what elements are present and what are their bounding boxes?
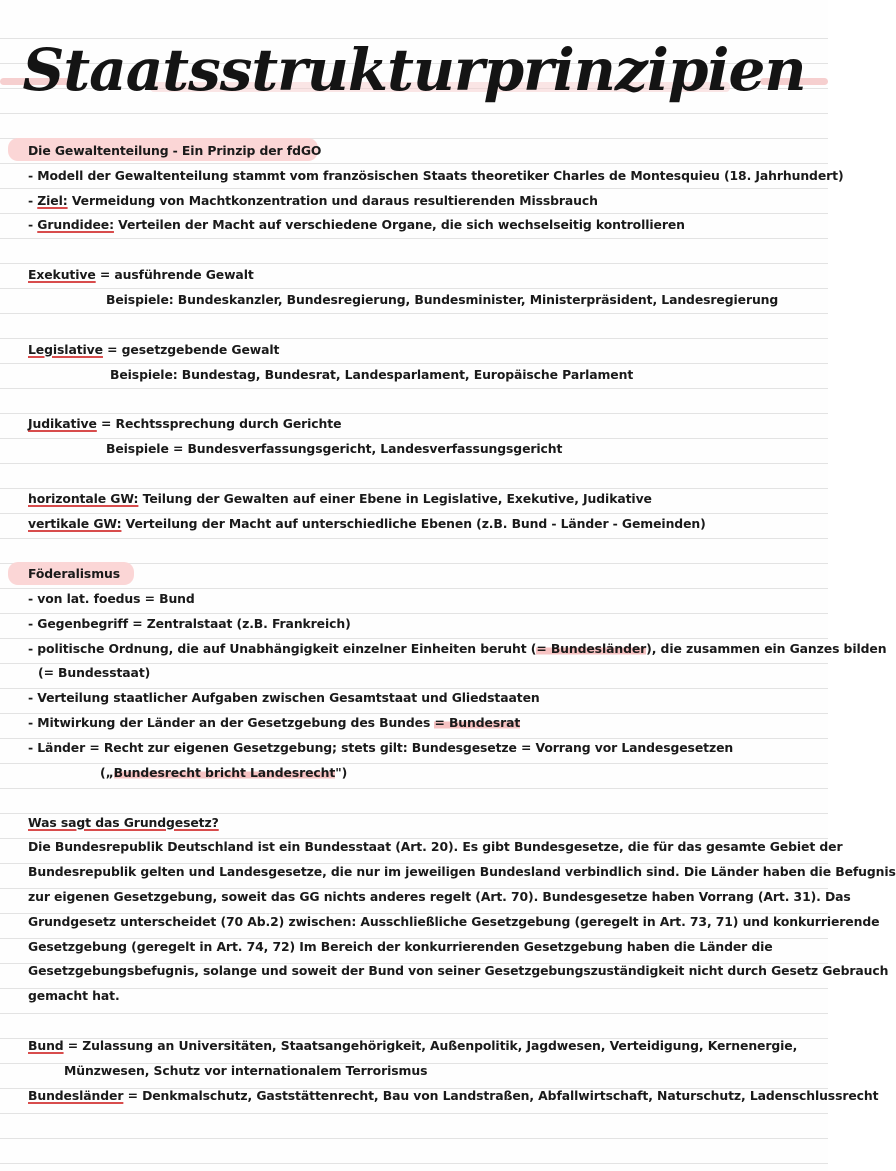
text-line: - Gegenbegriff = Zentralstaat (z.B. Frankreich)	[28, 616, 351, 631]
term-label: Bundesländer	[28, 1088, 124, 1103]
paragraph-line: Bundesrepublik gelten und Landesgesetze, die nur im jeweiligen Bundesland verbindlich sind. Die Länder haben die Befugnis	[28, 864, 896, 879]
text-part: ")	[335, 765, 348, 780]
term-text: Verteilen der Macht auf verschiedene Organe, die sich wechselseitig kontrollieren	[113, 217, 685, 232]
term-text: = gesetzgebende Gewalt	[102, 342, 280, 357]
text-line	[28, 341, 279, 358]
text-line	[28, 515, 706, 532]
highlighted-term: = Bundesrat	[434, 715, 521, 730]
text-line: - Ziel: Vermeidung von Machtkonzentration und daraus resultierenden Missbrauch	[28, 193, 598, 208]
text-line	[28, 1037, 797, 1054]
page-title: Staatsstrukturprinzipien	[22, 36, 806, 104]
term-label: Judikative	[28, 416, 97, 431]
term-label: vertikale GW:	[28, 516, 122, 531]
term-label: Bund	[28, 1038, 64, 1053]
text-line	[28, 1087, 878, 1104]
term-text: = ausführende Gewalt	[95, 267, 254, 282]
text-part: („	[100, 765, 114, 780]
paragraph-line: Grundgesetz unterscheidet (70 Ab.2) zwischen: Ausschließliche Gesetzgebung (geregelt in Art. 73, 71) und konkurrierende	[28, 914, 880, 929]
text-line: - von lat. foedus = Bund	[28, 591, 195, 606]
text-line	[28, 266, 254, 283]
text-line: Münzwesen, Schutz vor internationalem Terrorismus	[64, 1063, 428, 1078]
paragraph-line: zur eigenen Gesetzgebung, soweit das GG nichts anderes regelt (Art. 70). Bundesgesetze haben Vorrang (Art. 31). Das	[28, 889, 851, 904]
section-heading-gewaltenteilung: Die Gewaltenteilung - Ein Prinzip der fdGO	[28, 143, 322, 158]
term-label: Grundidee:	[37, 217, 114, 232]
example-line: Beispiele: Bundeskanzler, Bundesregierung, Bundesminister, Ministerpräsident, Landesregierung	[106, 292, 779, 307]
term-label: Ziel:	[37, 193, 68, 208]
term-text: Vermeidung von Machtkonzentration und daraus resultierenden Missbrauch	[67, 193, 598, 208]
highlighted-term: = Bundesländer	[536, 641, 647, 656]
term-label: horizontale GW:	[28, 491, 139, 506]
text-line	[28, 640, 886, 657]
text-line: - Grundidee: Verteilen der Macht auf verschiedene Organe, die sich wechselseitig kontrollieren	[28, 217, 685, 232]
text-line	[28, 490, 652, 507]
example-line: Beispiele: Bundestag, Bundesrat, Landesparlament, Europäische Parlament	[110, 367, 634, 382]
heading-text: Was sagt das Grundgesetz?	[28, 815, 219, 830]
text-part: - Mitwirkung der Länder an der Gesetzgebung des Bundes	[28, 715, 435, 730]
term-label: Legislative	[28, 342, 103, 357]
paragraph-line: Die Bundesrepublik Deutschland ist ein Bundesstaat (Art. 20). Es gibt Bundesgesetze, die für das gesamte Gebiet der	[28, 839, 843, 854]
term-text: Teilung der Gewalten auf einer Ebene in Legislative, Exekutive, Judikative	[138, 491, 652, 506]
example-line: Beispiele = Bundesverfassungsgericht, Landesverfassungsgericht	[106, 441, 563, 456]
paragraph-line: Gesetzgebungsbefugnis, solange und soweit der Bund von seiner Gesetzgebungszuständigkeit nicht durch Gesetz Gebrauch	[28, 963, 889, 978]
section-heading-grundgesetz	[28, 814, 219, 831]
term-label: Exekutive	[28, 267, 96, 282]
term-text: = Rechtssprechung durch Gerichte	[96, 416, 342, 431]
text-line: (= Bundesstaat)	[38, 665, 151, 680]
term-text: = Denkmalschutz, Gaststättenrecht, Bau von Landstraßen, Abfallwirtschaft, Naturschutz, Ladenschlussrecht	[123, 1088, 879, 1103]
text-part: ), die zusammen ein Ganzes bilden	[646, 641, 887, 656]
text-line: - Länder = Recht zur eigenen Gesetzgebung; stets gilt: Bundesgesetze = Vorrang vor Landesgesetzen	[28, 740, 734, 755]
term-text: Verteilung der Macht auf unterschiedliche Ebenen (z.B. Bund - Länder - Gemeinden)	[121, 516, 706, 531]
paragraph-line: gemacht hat.	[28, 988, 120, 1003]
paragraph-line: Gesetzgebung (geregelt in Art. 74, 72) Im Bereich der konkurrierenden Gesetzgebung haben die Länder die	[28, 939, 773, 954]
text-line	[28, 714, 520, 731]
text-part: - politische Ordnung, die auf Unabhängigkeit einzelner Einheiten beruht (	[28, 641, 537, 656]
text-line: - Modell der Gewaltenteilung stammt vom französischen Staats theoretiker Charles de Montesquieu (18. Jahrhundert)	[28, 168, 844, 183]
text-line: - Verteilung staatlicher Aufgaben zwischen Gesamtstaat und Gliedstaaten	[28, 690, 540, 705]
term-text: = Zulassung an Universitäten, Staatsangehörigkeit, Außenpolitik, Jagdwesen, Verteidigung, Kernenergie,	[63, 1038, 798, 1053]
text-line	[28, 415, 341, 432]
title-area	[0, 30, 828, 120]
text-line	[100, 764, 347, 781]
highlighted-term: Bundesrecht bricht Landesrecht	[113, 765, 336, 780]
section-heading-foederalismus: Föderalismus	[28, 566, 120, 581]
